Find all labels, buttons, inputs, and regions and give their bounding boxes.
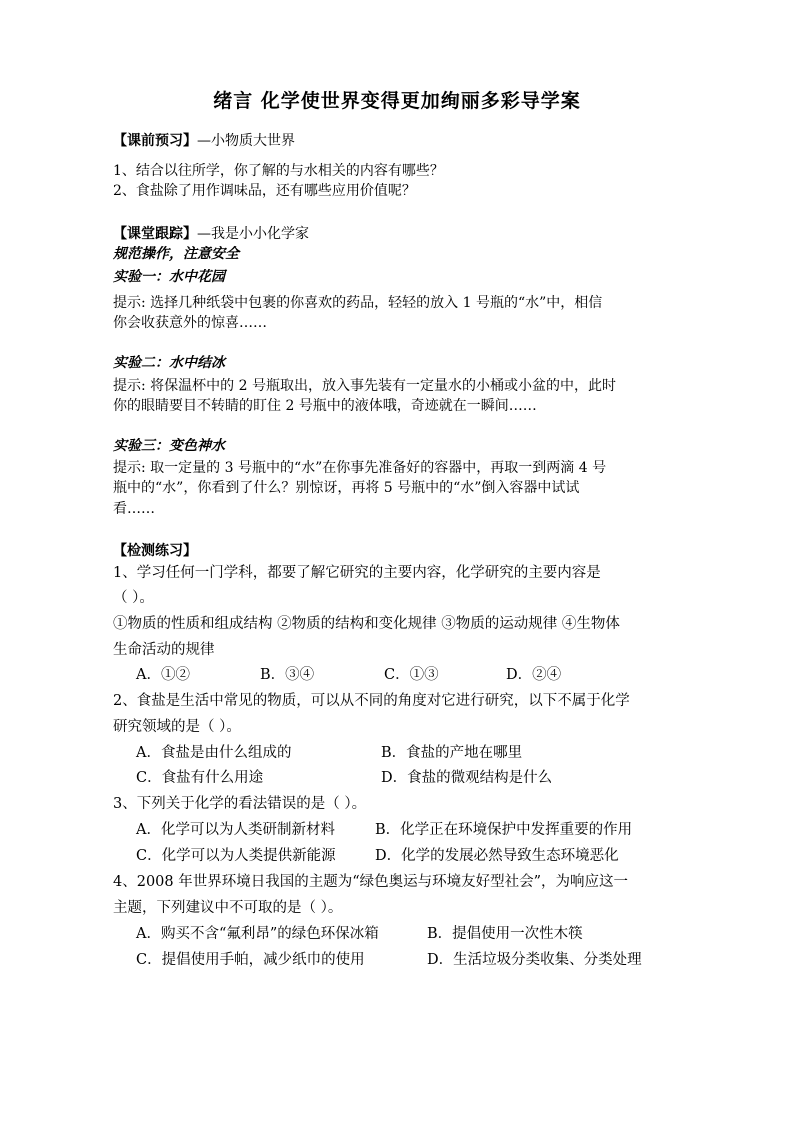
- practice-q4-option-d: D．生活垃圾分类收集、分类处理: [427, 952, 642, 968]
- experiment-3-title: 实验三：变色神水: [113, 438, 225, 454]
- practice-q2-option-d: D．食盐的微观结构是什么: [381, 770, 553, 786]
- experiment-1-hint-line-2: 你会收获意外的惊喜……: [113, 315, 267, 331]
- practice-q3-line-1: 3、下列关于化学的看法错误的是（ ）。: [113, 796, 367, 812]
- preview-heading-line: [113, 132, 295, 150]
- practice-q3-option-b: B．化学正在环境保护中发挥重要的作用: [375, 822, 633, 838]
- practice-q3-option-a: A．化学可以为人类研制新材料: [136, 822, 335, 838]
- preview-subheading: —小物质大世界: [197, 133, 295, 149]
- page-title: 绪言 化学使世界变得更加绚丽多彩导学案: [213, 90, 581, 112]
- practice-q2-option-b: B．食盐的产地在哪里: [381, 745, 523, 761]
- practice-q1-option-a: A．①②: [136, 667, 190, 683]
- experiment-2-hint-line-1: 提示: 将保温杯中的 2 号瓶取出，放入事先装有一定量水的小桶或小盆的中，此时: [113, 378, 616, 394]
- practice-q3-option-c: C．化学可以为人类提供新能源: [136, 848, 336, 864]
- practice-q4-option-b: B．提倡使用一次性木筷: [427, 926, 583, 942]
- safety-note: 规范操作，注意安全: [113, 246, 239, 262]
- practice-heading: 【检测练习】: [113, 543, 197, 559]
- experiment-2-hint-line-2: 你的眼睛要目不转睛的盯住 2 号瓶中的液体哦，奇迹就在一瞬间……: [113, 398, 537, 414]
- experiment-3-hint-line-2: 瓶中的“水”，你看到了什么？别惊讶，再将 5 号瓶中的“水”倒入容器中试试: [113, 480, 580, 496]
- classroom-heading: 【课堂跟踪】: [113, 226, 197, 242]
- practice-q1-line-3: ①物质的性质和组成结构 ②物质的结构和变化规律 ③物质的运动规律 ④生物体: [113, 616, 620, 632]
- experiment-3-hint-line-3: 看……: [113, 501, 155, 517]
- experiment-1-hint-line-1: 提示: 选择几种纸袋中包裹的你喜欢的药品，轻轻的放入 1 号瓶的“水”中，相信: [113, 295, 603, 311]
- practice-q1-option-d: D．②④: [506, 667, 562, 683]
- classroom-subheading: —我是小小化学家: [197, 226, 309, 242]
- practice-q2-option-a: A．食盐是由什么组成的: [136, 745, 292, 761]
- practice-q2-line-2: 研究领域的是（ ）。: [113, 719, 241, 735]
- practice-q2-option-c: C．食盐有什么用途: [136, 770, 264, 786]
- classroom-heading-line: [113, 225, 309, 243]
- preview-question-2: 2、食盐除了用作调味品，还有哪些应用价值呢？: [113, 183, 416, 199]
- experiment-3-hint-line-1: 提示: 取一定量的 3 号瓶中的“水”在你事先准备好的容器中，再取一到两滴 4 号: [113, 460, 607, 476]
- preview-heading: 【课前预习】: [113, 133, 197, 149]
- practice-q3-option-d: D．化学的发展必然导致生态环境恶化: [375, 848, 619, 864]
- experiment-2-title: 实验二：水中结冰: [113, 355, 225, 371]
- practice-q4-option-c: C．提倡使用手帕，减少纸巾的使用: [136, 952, 365, 968]
- practice-q2-line-1: 2、食盐是生活中常见的物质，可以从不同的角度对它进行研究，以下不属于化学: [113, 693, 630, 709]
- practice-q4-line-1: 4、2008 年世界环境日我国的主题为“绿色奥运与环境友好型社会”，为响应这一: [113, 874, 629, 890]
- practice-q1-line-2: （ ）。: [113, 590, 154, 606]
- practice-q4-line-2: 主题，下列建议中不可取的是（ ）。: [113, 900, 343, 916]
- practice-q4-option-a: A．购买不含“氟利昂”的绿色环保冰箱: [136, 926, 379, 942]
- practice-q1-line-4: 生命活动的规律: [113, 642, 215, 658]
- preview-question-1: 1、结合以往所学，你了解的与水相关的内容有哪些？: [113, 163, 444, 179]
- experiment-1-title: 实验一：水中花园: [113, 269, 225, 285]
- practice-q1-line-1: 1、学习任何一门学科，都要了解它研究的主要内容，化学研究的主要内容是: [113, 565, 601, 581]
- practice-q1-option-b: B．③④: [260, 667, 315, 683]
- practice-q1-option-c: C．①③: [384, 667, 439, 683]
